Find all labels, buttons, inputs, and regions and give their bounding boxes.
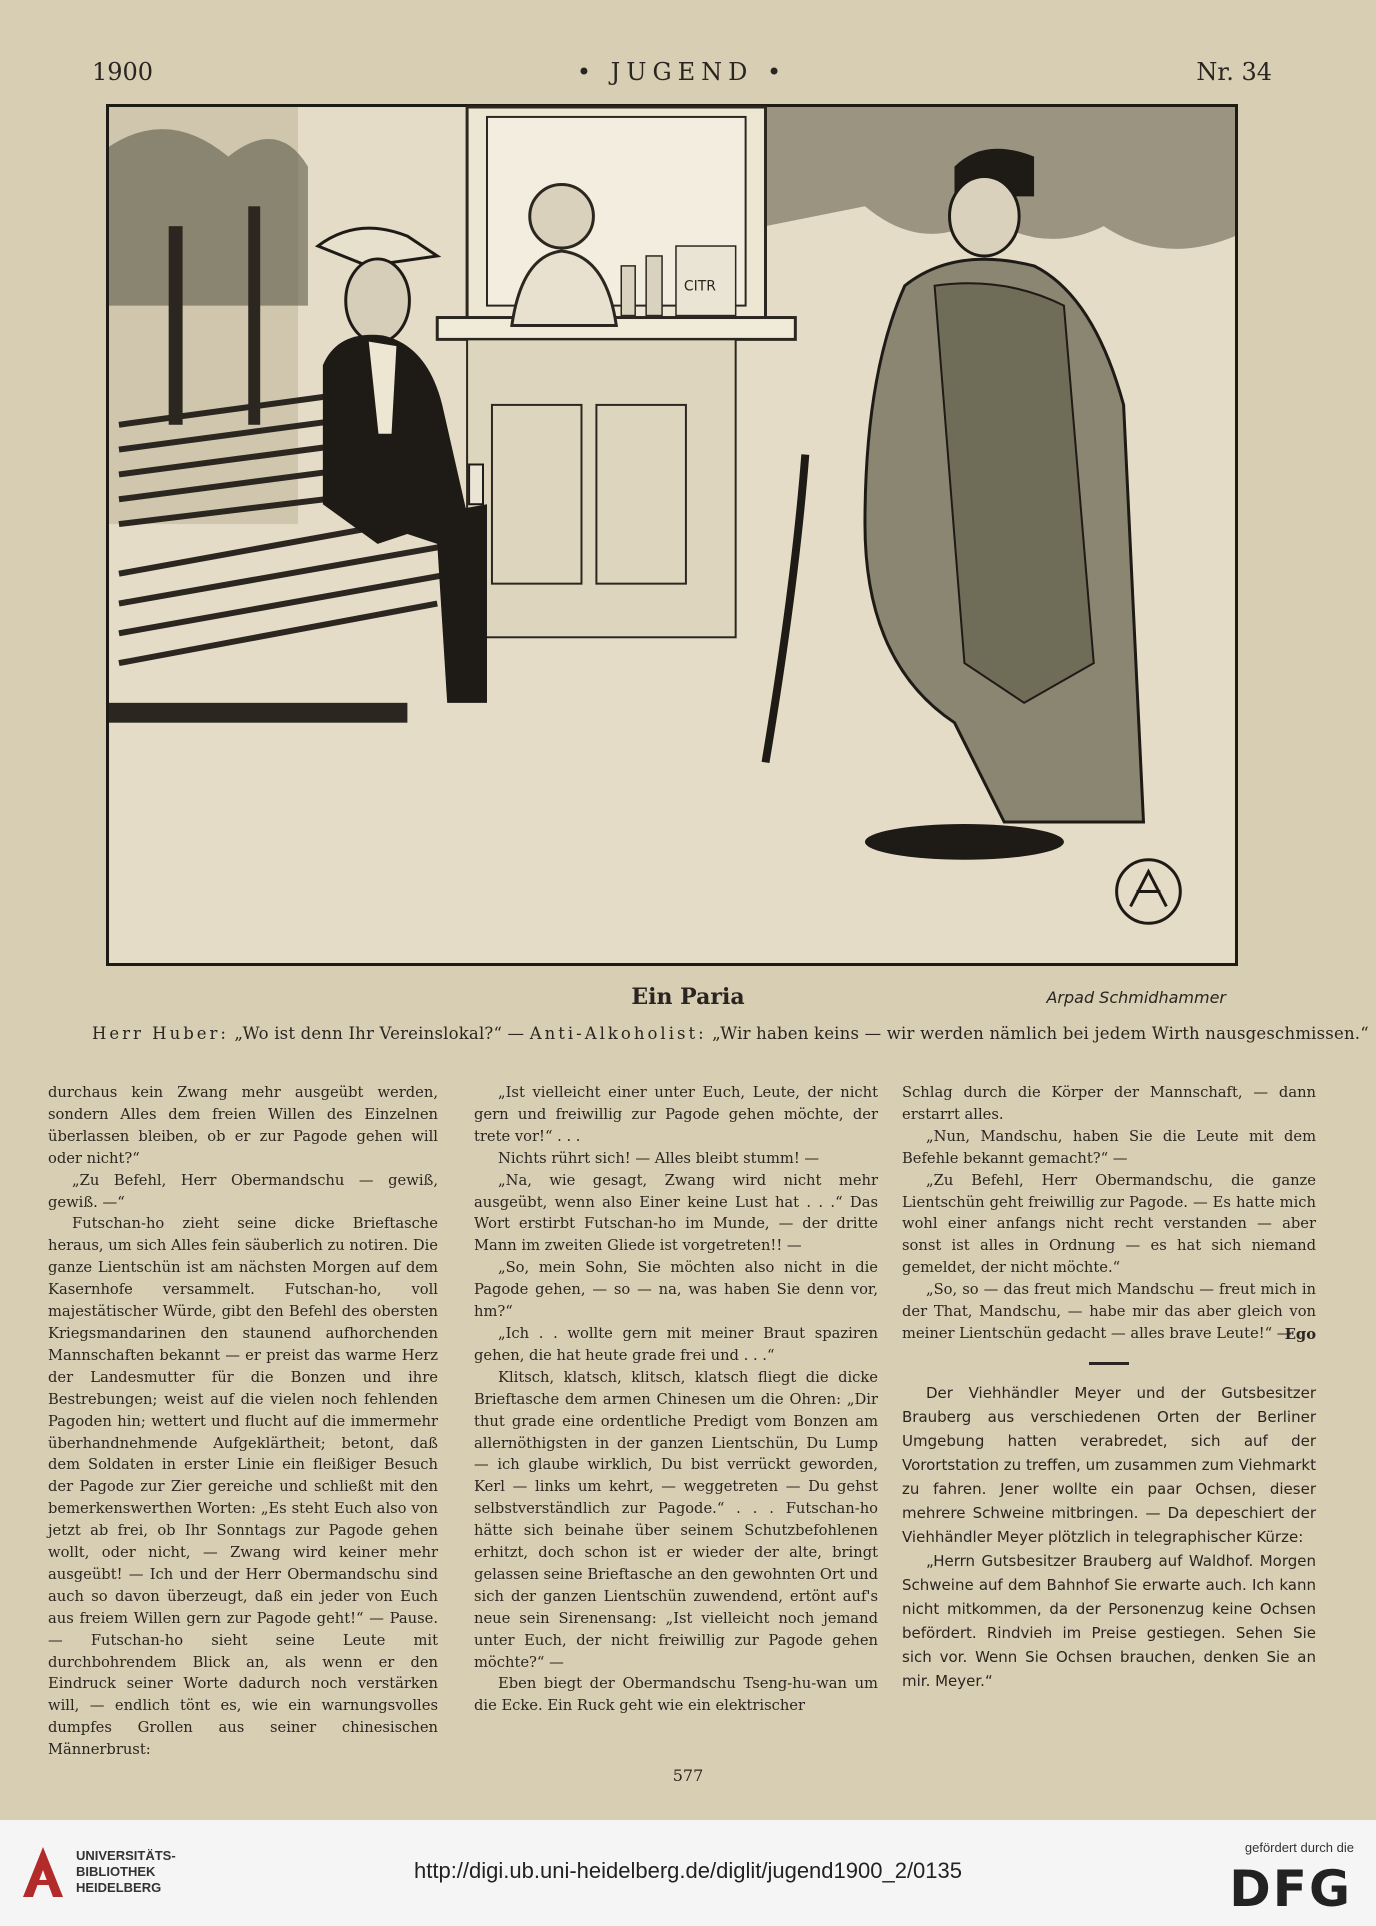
paragraph: Futschan-ho zieht seine dicke Brieftasche heraus, um sich Alles fein säuberlich zu notiren. Die ganze Lientschün ist am nächsten Morgen auf dem Kasernhofe versammelt. Futschan-ho, voll majestätischer Würde, gibt den Befehl des obersten Kriegsmandarinen den staunend aufhorchenden Mannschaften bekannt — er preist das warme Herz der Landesmutter für die Bonzen und ihre Bestrebungen; weist auf die vielen noch fehlenden Pagoden hin; wettert und flucht auf die immermehr überhandnehmende Aufgeklärtheit; betont, daß dem Soldaten in erster Linie ein fleißiger Besuch der Pagode zur Zier gereiche und schließt mit den bemerkenswerthen Worten: „Es steht Euch also von jetzt ab frei, ob Ihr Sonntags zur Pagode gehen wollt, oder nicht, — Zwang wird keiner mehr ausgeübt! — Ich und der Herr Obermandschu sind auch so davon überzeugt, daß ein jeder von Euch aus freiem Willen gern zur Pagode geht!“ — Pause. — Futschan-ho sieht seine Leute mit durchbohrendem Blick an, als wenn er den Eindruck seiner Worte dadurch noch verstärken will, — endlich tönt es, wie ein warnungsvolles dumpfes Grollen aus seiner chinesischen Männerbrust: — [48, 1215, 438, 1759]
caption-title: Ein Paria — [631, 984, 745, 1010]
header-year: 1900 — [92, 58, 154, 86]
paragraph: durchaus kein Zwang mehr ausgeübt werden, sondern Alles dem freien Willen des Einzelnen überlassen bleiben, ob er zur Pagode gehen will oder nicht?“ — [48, 1084, 438, 1167]
source-url[interactable]: http://digi.ub.uni-heidelberg.de/diglit/jugend1900_2/0135 — [414, 1858, 962, 1883]
paragraph: „Ich . . wollte gern mit meiner Braut spaziren gehen, die hat heute grade frei und . . .“ — [474, 1324, 878, 1364]
footer-bar — [0, 1820, 1376, 1926]
illustration-drawing — [109, 107, 1235, 963]
paragraph: Nichts rührt sich! — Alles bleibt stumm! — — [498, 1149, 820, 1167]
dfg-logo: DFG — [1229, 1860, 1352, 1918]
caption-line-2: „Wir haben keins — wir werden nämlich bei jedem Wirth nausgeschmissen.“ — [712, 1024, 1369, 1043]
divider — [1089, 1362, 1129, 1365]
university-name: UNIVERSITÄTS- BIBLIOTHEK HEIDELBERG — [76, 1848, 176, 1895]
paragraph: „Na, wie gesagt, Zwang wird nicht mehr ausgeübt, wenn also Einer keine Lust hat . . .“ Das Wort erstirbt Futschan-ho im Munde, — der dritte Mann im zweiten Gliede ist vorgetreten!! — — [474, 1171, 878, 1255]
page-number: 577 — [672, 1766, 704, 1785]
text-column-1 — [48, 1082, 438, 1761]
paragraph: Klitsch, klatsch, klitsch, klatsch fliegt die dicke Brieftasche dem armen Chinesen um die Ohren: „Dir thut grade eine ordentliche Predigt vom Bonzen am allernöthigsten in der ganzen Lientschün, Du Lump — ich glaube wirklich, Du bist verrückt geworden, Kerl — links um kehrt, — weggetreten — Du gehst selbstverständlich zur Pagode.“ . . . Futschan-ho hätte sich beinahe über seinem Schutzbefohlenen erhitzt, doch schon ist er wieder der alte, bringt gelassen seine Brieftasche an den gewohnten Ort und sich der ganzen Lientschün zuwendend, ertönt auf's neue sein Sirenensang: „Ist vielleicht noch jemand unter Euch, der nicht freiwillig zur Pagode gehen möchte?“ — — [474, 1368, 878, 1671]
header-title: • JUGEND • — [576, 58, 788, 86]
paragraph: Schlag durch die Körper der Mannschaft, — dann erstarrt alles. — [902, 1084, 1316, 1123]
caption-speaker-2: Anti-Alkoholist: — [529, 1024, 707, 1043]
paragraph: „Herrn Gutsbesitzer Brauberg auf Waldhof. Morgen Schweine auf dem Bahnhof Sie erwarte auch. Ich kann nicht mitkommen, da der Personenzug keine Ochsen befördert. Rindvieh im Preise gestiegen. Sehen Sie sich vor. Wenn Sie Ochsen brauchen, denken Sie an mir. Meyer.“ — [902, 1551, 1316, 1690]
caption-speaker-1: Herr Huber: — [92, 1024, 229, 1043]
text-column-3 — [902, 1082, 1316, 1693]
paragraph: „Ist vielleicht einer unter Euch, Leute, der nicht gern und freiwillig zur Pagode gehen möchte, der trete vor!“ . . . — [474, 1084, 878, 1145]
caption-dialog — [92, 1024, 1369, 1043]
header-issue: Nr. 34 — [1196, 58, 1272, 86]
paragraph: „Zu Befehl, Herr Obermandschu, die ganze Lientschün geht freiwillig zur Pagode. — Es hatte mich wohl einer anfangs nicht recht verstanden — aber sonst ist alles in Ordnung — es hat sich niemand gemeldet, der nicht möchte.“ — [902, 1171, 1316, 1277]
paragraph: „So, mein Sohn, Sie möchten also nicht in die Pagode gehen, — so — na, was haben Sie denn vor, hm?“ — [474, 1259, 878, 1321]
funding-label: gefördert durch die — [1244, 1840, 1354, 1855]
text-column-2 — [474, 1082, 878, 1717]
sign-text: CITR — [683, 278, 716, 295]
paragraph: „Nun, Mandschu, haben Sie die Leute mit dem Befehle bekannt gemacht?“ — — [902, 1127, 1316, 1167]
caption-line-1: „Wo ist denn Ihr Vereinslokal?“ — — [234, 1024, 525, 1043]
illustration — [106, 104, 1238, 966]
caption-artist: Arpad Schmidhammer — [1046, 988, 1226, 1007]
page-header — [92, 58, 1272, 92]
paragraph: „Zu Befehl, Herr Obermandschu — gewiß, gewiß. —“ — [48, 1171, 438, 1211]
signature: Ego — [1284, 1325, 1316, 1343]
paragraph: Der Viehhändler Meyer und der Gutsbesitzer Brauberg aus verschiedenen Orten der Berliner Umgebung hatten verabredet, sich auf der Vorortstation zu treffen, um zusammen zum Viehmarkt zu fahren. Jener wollte ein paar Ochsen, dieser mehrere Schweine mitbringen. — Da depeschiert der Viehhändler Meyer plötzlich in telegraphischer Kürze: — [902, 1383, 1316, 1546]
paragraph: Eben biegt der Obermandschu Tseng-hu-wan um die Ecke. Ein Ruck geht wie ein elektrischer — [474, 1675, 878, 1715]
anecdote — [902, 1381, 1316, 1693]
paragraph: „So, so — das freut mich Mandschu — freut mich in der That, Mandschu, — habe mir das aber gleich von meiner Lientschün gedacht — alles brave Leute!“ — — [902, 1281, 1316, 1342]
